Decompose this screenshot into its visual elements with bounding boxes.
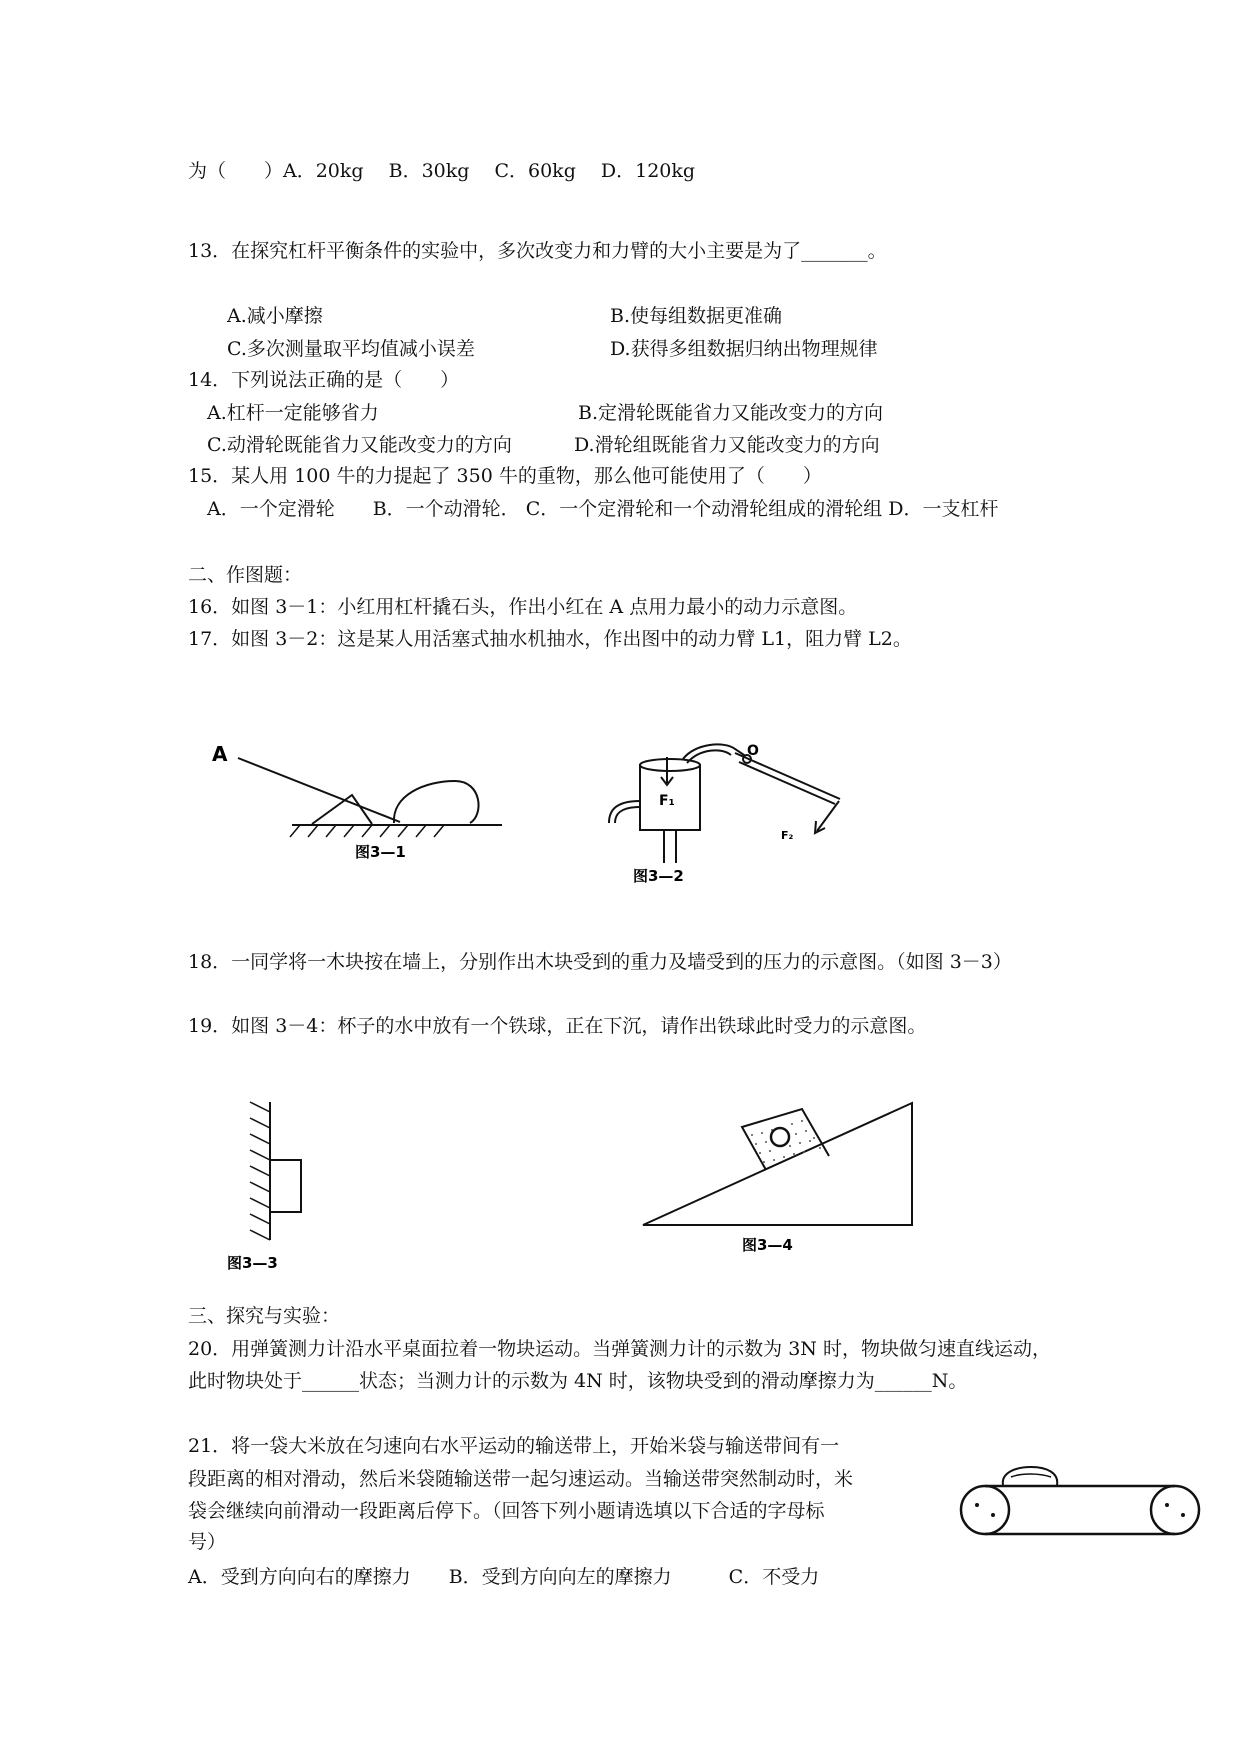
- figure-3-2: [595, 735, 855, 890]
- cylinder-top: [640, 759, 700, 771]
- fig31-caption: 图3—1: [355, 843, 406, 861]
- q20-line-1: 20．用弹簧测力计沿水平桌面拉着一物块运动。当弹簧测力计的示数为 3N 时，物块做匀速直线运动，: [188, 1338, 1051, 1360]
- q20-line-2: 此时物块处于______状态；当测力计的示数为 4N 时，该物块受到的滑动摩擦力为______N。: [188, 1370, 968, 1392]
- pump-spout: [609, 801, 640, 823]
- q13-option-b: B.使每组数据更准确: [610, 305, 783, 327]
- lever-bar: [238, 758, 400, 822]
- q14-option-c: C.动滑轮既能省力又能改变力的方向: [207, 434, 512, 456]
- q21-line-2: 段距离的相对滑动，然后米袋随输送带一起匀速运动。当输送带突然制动时，米: [188, 1468, 854, 1490]
- fig33-caption: 图3—3: [227, 1254, 278, 1272]
- stone-shape: [394, 781, 479, 823]
- wall-hatch: [250, 1102, 270, 1240]
- fig31-label-a: A: [212, 742, 228, 766]
- pump-handle: [735, 753, 840, 799]
- q17-text: 17．如图 3－2：这是某人用活塞式抽水机抽水，作出图中的动力臂 L1，阻力臂 L2。: [188, 628, 912, 650]
- q21-options: A．受到方向向右的摩擦力 B．受到方向向左的摩擦力 C．不受力: [188, 1566, 820, 1588]
- fig34-caption: 图3—4: [742, 1236, 793, 1254]
- q14-stem: 14．下列说法正确的是（ ）: [188, 369, 460, 391]
- q15-stem: 15．某人用 100 牛的力提起了 350 牛的重物，那么他可能使用了（ ）: [188, 465, 822, 487]
- section-3-heading: 三、探究与实验：: [188, 1305, 341, 1327]
- f2-arrow: [817, 801, 839, 831]
- ground-hatch: [290, 825, 444, 837]
- q13-stem: 13．在探究杠杆平衡条件的实验中，多次改变力和力臂的大小主要是为了_______。: [188, 240, 887, 262]
- section-2-heading: 二、作图题：: [188, 564, 303, 586]
- q13-option-d: D.获得多组数据归纳出物理规律: [610, 338, 878, 360]
- figure-3-3: [215, 1100, 325, 1275]
- figure-3-4: [640, 1090, 920, 1260]
- left-roller: [961, 1486, 1009, 1534]
- q14-option-b: B.定滑轮既能省力又能改变力的方向: [578, 402, 884, 424]
- iron-ball: [771, 1128, 789, 1146]
- f2-label: F₂: [781, 829, 794, 842]
- q15-options: A．一个定滑轮 B．一个动滑轮． C．一个定滑轮和一个动滑轮组成的滑轮组 D．一支杠杆: [207, 498, 999, 520]
- pivot-label: O: [747, 743, 759, 759]
- q19-text: 19．如图 3－4：杯子的水中放有一个铁球，正在下沉，请作出铁球此时受力的示意图。: [188, 1015, 927, 1037]
- right-roller: [1151, 1486, 1199, 1534]
- q21-line-1: 21．将一袋大米放在匀速向右水平运动的输送带上，开始米袋与输送带间有一: [188, 1435, 840, 1457]
- q13-option-c: C.多次测量取平均值减小误差: [227, 338, 475, 360]
- q13-option-a: A.减小摩擦: [227, 305, 323, 327]
- q12-options: 为（ ）A．20kg B．30kg C．60kg D．120kg: [188, 160, 696, 182]
- fig32-caption: 图3—2: [633, 867, 684, 885]
- q14-option-d: D.滑轮组既能省力又能改变力的方向: [574, 434, 880, 456]
- f1-label: F₁: [659, 793, 675, 809]
- figure-3-1: [200, 735, 510, 865]
- q21-line-3: 袋会继续向前滑动一段距离后停下。（回答下列小题请选填以下合适的字母标: [188, 1500, 825, 1522]
- figure-conveyor-belt: [955, 1455, 1205, 1555]
- q21-line-4: 号）: [188, 1531, 227, 1553]
- wood-block: [270, 1160, 301, 1212]
- q14-option-a: A.杠杆一定能够省力: [207, 402, 379, 424]
- incline-triangle: [643, 1103, 912, 1225]
- q18-text: 18．一同学将一木块按在墙上，分别作出木块受到的重力及墙受到的压力的示意图。（如图 3－3）: [188, 951, 1012, 973]
- q16-text: 16．如图 3－1：小红用杠杆撬石头，作出小红在 A 点用力最小的动力示意图。: [188, 596, 858, 618]
